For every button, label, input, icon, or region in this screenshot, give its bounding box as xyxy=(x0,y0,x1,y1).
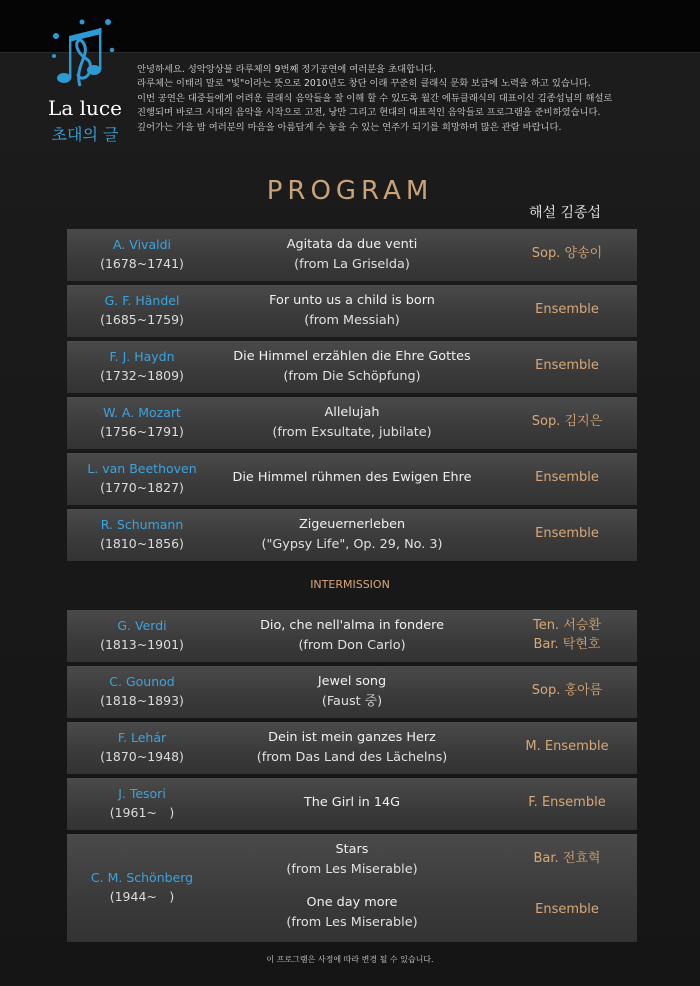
performer: Ensemble xyxy=(535,470,599,485)
narrator-credit: 해설 김종섭 xyxy=(528,205,602,221)
piece-source: (from Messiah) xyxy=(304,313,400,328)
intro-line: 이번 공연은 대중들에게 어려운 클래식 음악들을 잘 이해 할 수 있도록 월간 에듀클래식의 대표이신 김종섭님의 해설로 xyxy=(137,92,613,104)
performer: Ensemble xyxy=(535,902,599,917)
composer-name: C. M. Schönberg xyxy=(90,870,194,885)
logo-subtitle: 초대의 글 xyxy=(51,125,119,144)
performer: Ensemble xyxy=(535,526,599,541)
performer: Bar. 전효혁 xyxy=(533,851,601,866)
composer-years: (1813~1901) xyxy=(100,637,184,652)
performer: Ensemble xyxy=(535,358,599,373)
piece-title: Die Himmel rühmen des Ewigen Ehre xyxy=(232,470,472,485)
piece-source: (Faust 중) xyxy=(321,694,383,709)
performer: Bar. 탁현호 xyxy=(533,637,601,652)
performer: M. Ensemble xyxy=(525,739,609,754)
piece-title: Dio, che nell'alma in fondere xyxy=(260,618,444,633)
intro-line: 깊어가는 가을 밤 여러분의 마음을 아름답게 수 놓을 수 있는 연주가 되기를 희망하며 많은 관람 바랍니다. xyxy=(137,121,562,133)
composer-name: G. F. Händel xyxy=(104,293,180,308)
program-row xyxy=(67,722,637,774)
program-row xyxy=(67,453,637,505)
piece-title: One day more xyxy=(306,895,398,910)
composer-years: (1944~ ) xyxy=(109,889,175,904)
intermission-label: INTERMISSION xyxy=(310,578,390,591)
piece-title: The Girl in 14G xyxy=(303,795,401,810)
piece-source: (from Exsultate, jubilate) xyxy=(272,425,432,440)
composer-years: (1961~ ) xyxy=(109,805,175,820)
program-row xyxy=(67,285,637,337)
footer-note: 이 프로그램은 사정에 따라 변경 될 수 있습니다. xyxy=(266,955,434,964)
program-row xyxy=(67,397,637,449)
intro-line: 라루체는 이태리 말로 "빛"이라는 뜻으로 2010년도 창단 이래 꾸준히 클래식 문화 보급에 노력을 하고 있습니다. xyxy=(137,78,591,90)
performer: Ten. 서승환 xyxy=(533,618,601,633)
piece-title: Jewel song xyxy=(317,674,387,689)
piece-title: For unto us a child is born xyxy=(269,293,435,308)
piece-source: (from Don Carlo) xyxy=(298,638,406,653)
piece-source: ("Gypsy Life", Op. 29, No. 3) xyxy=(261,537,443,552)
intro-text xyxy=(137,63,682,135)
composer-name: F. Lehár xyxy=(117,730,167,745)
program-title: PROGRAM xyxy=(266,176,434,206)
composer-name: L. van Beethoven xyxy=(87,461,197,476)
composer-years: (1810~1856) xyxy=(100,536,184,551)
performer: F. Ensemble xyxy=(528,795,606,810)
intro-line: 진행되며 바로크 시대의 음악을 시작으로 고전, 낭만 그리고 현대의 대표적인 음악들로 프로그램을 준비하였습니다. xyxy=(137,107,601,119)
program-row xyxy=(67,666,637,718)
composer-name: A. Vivaldi xyxy=(113,237,171,252)
composer-name: C. Gounod xyxy=(109,674,175,689)
piece-title: Dein ist mein ganzes Herz xyxy=(268,730,436,745)
piece-title: Agitata da due venti xyxy=(286,237,418,252)
performer: Sop. 홍아름 xyxy=(531,683,603,698)
piece-source: (from Das Land des Lächelns) xyxy=(256,750,448,765)
composer-years: (1732~1809) xyxy=(100,368,184,383)
piece-source: (from Les Miserable) xyxy=(286,862,418,877)
piece-source: (from Die Schöpfung) xyxy=(283,369,421,384)
piece-title: Zigeuernerleben xyxy=(298,517,406,532)
composer-years: (1756~1791) xyxy=(100,424,184,439)
piece-source: (from Les Miserable) xyxy=(286,915,418,930)
program-row xyxy=(67,341,637,393)
program-row xyxy=(67,229,637,281)
program-row xyxy=(67,834,637,942)
piece-title: Allelujah xyxy=(324,405,380,420)
music-notes-logo-icon xyxy=(46,16,118,96)
program-row xyxy=(67,610,637,662)
performer: Sop. 양송이 xyxy=(531,246,603,261)
program-row xyxy=(67,778,637,830)
logo-title: La luce xyxy=(48,96,122,120)
composer-years: (1770~1827) xyxy=(100,480,184,495)
composer-years: (1870~1948) xyxy=(100,749,184,764)
logo xyxy=(38,12,128,142)
composer-name: R. Schumann xyxy=(100,517,184,532)
piece-title: Die Himmel erzählen die Ehre Gottes xyxy=(233,349,471,364)
composer-years: (1685~1759) xyxy=(100,312,184,327)
intro-line: 안녕하세요. 성악앙상블 라루체의 9번째 정기공연에 여러분을 초대합니다. xyxy=(137,64,436,75)
composer-name: F. J. Haydn xyxy=(109,349,175,364)
composer-years: (1818~1893) xyxy=(100,693,184,708)
composer-name: J. Tesori xyxy=(118,786,166,801)
piece-title: Stars xyxy=(335,842,369,857)
composer-years: (1678~1741) xyxy=(100,256,184,271)
program-row xyxy=(67,509,637,561)
composer-name: G. Verdi xyxy=(117,618,167,633)
performer: Sop. 김지은 xyxy=(531,414,603,429)
performer: Ensemble xyxy=(535,302,599,317)
piece-source: (from La Griselda) xyxy=(294,257,410,272)
composer-name: W. A. Mozart xyxy=(103,405,181,420)
